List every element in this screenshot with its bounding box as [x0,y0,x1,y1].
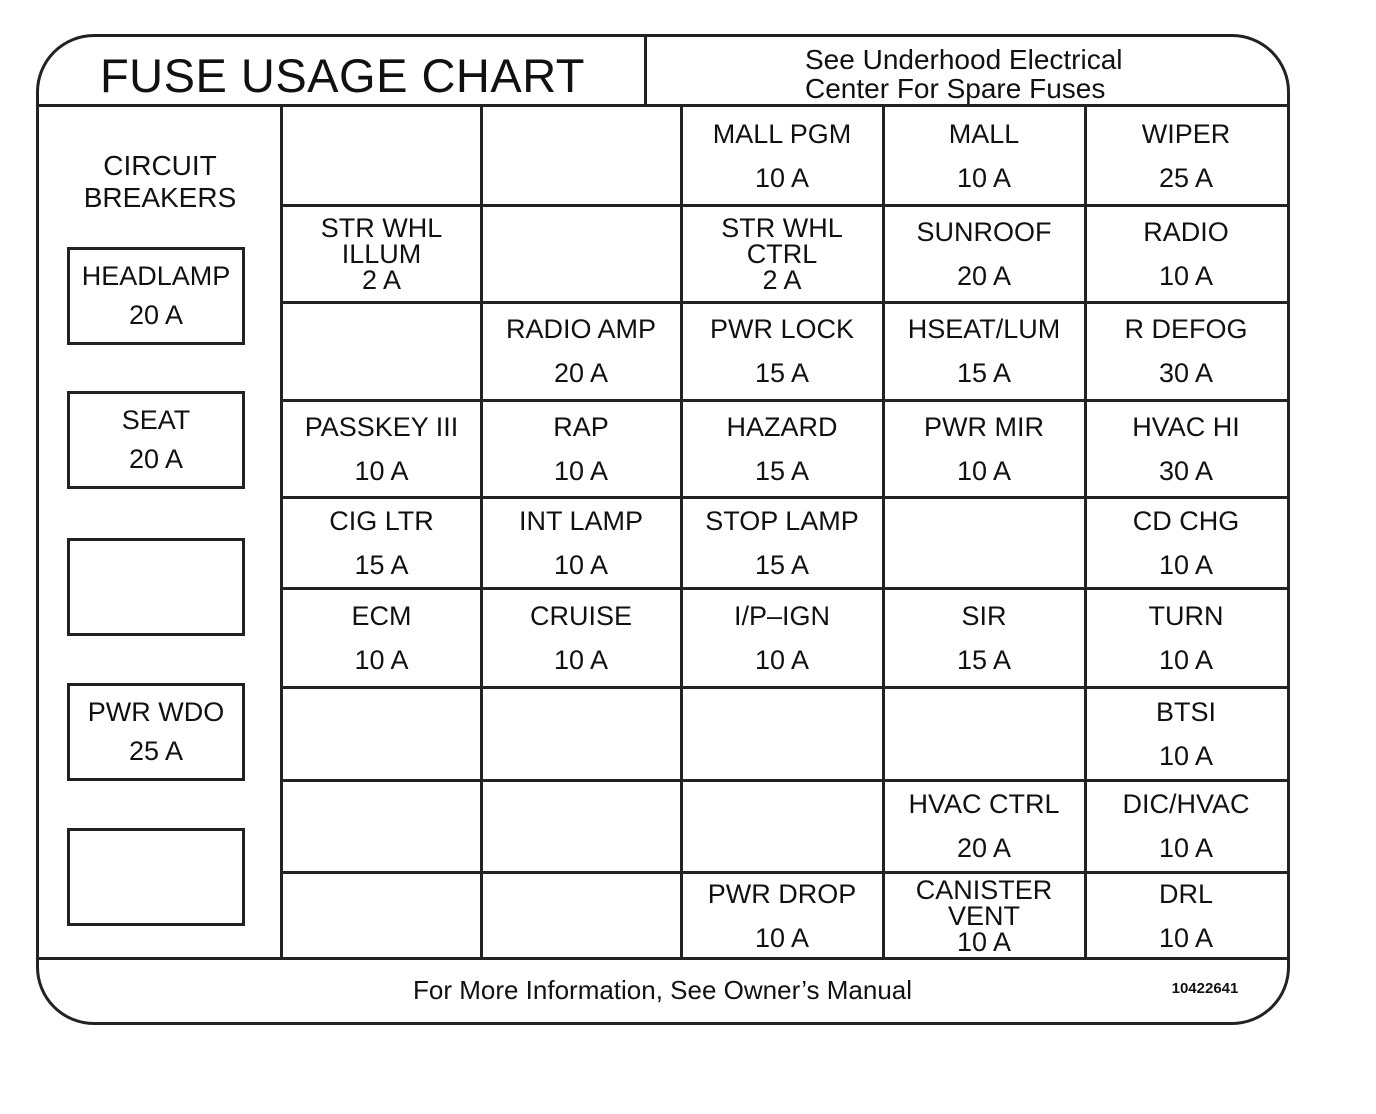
fuse-label: PWR LOCK [709,314,855,344]
fuse-cell [1085,107,1287,205]
footer-divider [38,957,1288,960]
fuse-amperage: 15 A [754,455,810,486]
fuse-cell-empty [681,780,883,872]
fuse-cell [1085,400,1287,497]
fuse-amperage: 20 A [553,358,609,388]
fuse-cell-empty [481,780,681,872]
breaker-amp: 20 A [128,300,184,330]
fuse-amperage: 15 A [956,358,1012,388]
fuse-label: MALL [948,119,1020,149]
fuse-cell [883,400,1085,497]
fuse-cell [1085,780,1287,872]
fuse-label: HVAC HI [1132,411,1240,442]
fuse-cell-empty [883,687,1085,780]
fuse-label: PASSKEY III [304,411,459,442]
fuse-cell-empty [681,687,883,780]
fuse-cell [282,205,481,302]
fuse-cell [1085,872,1287,959]
breaker-amp: 25 A [128,736,184,766]
fuse-amperage: 10 A [1158,922,1214,953]
breaker-label: HEADLAMP [81,261,231,291]
footer-note: For More Information, See Owner’s Manual [412,974,913,1005]
fuse-amperage: 15 A [354,549,409,580]
fuse-cell [681,872,883,959]
fuse-cell [282,400,481,497]
fuse-amperage: 15 A [754,358,810,388]
fuse-cell [1085,205,1287,302]
fuse-amperage: 15 A [956,644,1012,675]
fuse-label: MALL PGM [712,119,852,149]
fuse-label: WIPER [1141,119,1231,149]
fuse-label: HVAC CTRL [908,789,1060,819]
fuse-label: RAP [553,411,609,442]
spare-note-line-2: Center For Spare Fuses [805,73,1106,104]
fuse-label: TURN [1148,600,1224,631]
chart-title: FUSE USAGE CHART [99,48,586,102]
fuse-cell-empty [282,872,481,959]
fuse-cell [883,107,1085,205]
fuse-amperage: 20 A [956,260,1012,291]
fuse-amperage: 10 A [1158,644,1214,675]
fuse-cell [681,497,883,588]
fuse-label: PWR MIR [924,411,1044,442]
breaker-label: PWR WDO [87,697,225,727]
fuse-cell [1085,497,1287,588]
fuse-amperage: 20 A [956,833,1012,863]
fuse-amperage: 10 A [754,922,810,953]
fuse-amperage: 10 A [956,455,1012,486]
fuse-amperage: 2 A [762,264,802,295]
part-number: 10422641 [1171,980,1239,997]
fuse-amperage: 10 A [754,644,810,675]
breaker-amp: 20 A [128,444,184,474]
fuse-cell [681,588,883,687]
fuse-label: CIG LTR [329,505,434,536]
fuse-amperage: 10 A [553,644,609,675]
fuse-amperage: 2 A [361,264,402,295]
spare-note-line-1: See Underhood Electrical [805,44,1123,75]
fuse-label: STOP LAMP [705,505,859,536]
breaker-label: SEAT [121,405,191,435]
fuse-label: RADIO AMP [505,314,657,344]
fuse-label: HSEAT/LUM [907,314,1061,344]
spare-fuses-note [660,44,1280,104]
fuse-cell-empty [282,107,481,205]
fuse-cell [481,497,681,588]
fuse-cell-empty [481,107,681,205]
breaker-slot-empty [67,828,245,926]
fuse-cell-empty [282,780,481,872]
fuse-cell [481,400,681,497]
breaker-slot [67,683,245,781]
fuse-amperage: 10 A [1158,833,1214,863]
fuse-cell [481,588,681,687]
fuse-amperage: 30 A [1158,455,1214,486]
fuse-amperage: 30 A [1158,358,1214,388]
breakers-heading-line-1: CIRCUIT [103,150,217,181]
fuse-label: CD CHG [1132,505,1240,536]
fuse-cell [883,872,1085,959]
fuse-label: ECM [351,600,412,631]
fuse-cell [1085,302,1287,400]
fuse-cell [883,205,1085,302]
fuse-label: SUNROOF [916,216,1052,247]
fuse-amperage: 10 A [354,455,409,486]
fuse-cell-empty [481,687,681,780]
fuse-cell-empty [481,205,681,302]
fuse-cell [1085,588,1287,687]
fuse-label: I/P–IGN [733,600,831,631]
fuse-amperage: 10 A [354,644,409,675]
fuse-label: STR WHL ILLUM [320,212,443,269]
fuse-cell-empty [282,302,481,400]
fuse-label: CRUISE [529,600,632,631]
breakers-heading-line-2: BREAKERS [83,182,237,213]
fuse-label: CANISTER VENT [915,874,1053,931]
fuse-cell [681,302,883,400]
fuse-amperage: 10 A [1158,260,1214,291]
fuse-amperage: 15 A [754,549,810,580]
fuse-label: PWR DROP [707,878,857,909]
fuse-label: R DEFOG [1124,314,1248,344]
fuse-amperage: 10 A [1158,549,1214,580]
fuse-label: DRL [1158,878,1213,909]
fuse-amperage: 10 A [1158,740,1214,771]
fuse-amperage: 10 A [956,926,1012,957]
fuse-cell-empty [481,872,681,959]
fuse-cell [1085,687,1287,780]
fuse-cell [282,497,481,588]
fuse-cell [883,780,1085,872]
fuse-cell [681,107,883,205]
fuse-cell [681,205,883,302]
fuse-cell [681,400,883,497]
fuse-cell-empty [883,497,1085,588]
breaker-slot [67,247,245,345]
fuse-label: SIR [961,600,1007,631]
fuse-amperage: 10 A [553,455,609,486]
fuse-label: DIC/HVAC [1122,789,1250,819]
fuse-cell [883,588,1085,687]
circuit-breakers-heading [40,150,280,214]
fuse-amperage: 10 A [553,549,609,580]
fuse-cell [481,302,681,400]
fuse-label: STR WHL CTRL [721,212,843,269]
fuse-amperage: 10 A [956,163,1012,193]
fuse-amperage: 10 A [754,163,810,193]
fuse-label: RADIO [1143,216,1229,247]
fuse-label: INT LAMP [518,505,644,536]
fuse-label: HAZARD [726,411,838,442]
fuse-label: BTSI [1155,696,1216,727]
breaker-slot-empty [67,538,245,636]
breaker-slot [67,391,245,489]
fuse-cell [282,588,481,687]
fuse-amperage: 25 A [1158,163,1214,193]
fuse-cell-empty [282,687,481,780]
fuse-cell [883,302,1085,400]
